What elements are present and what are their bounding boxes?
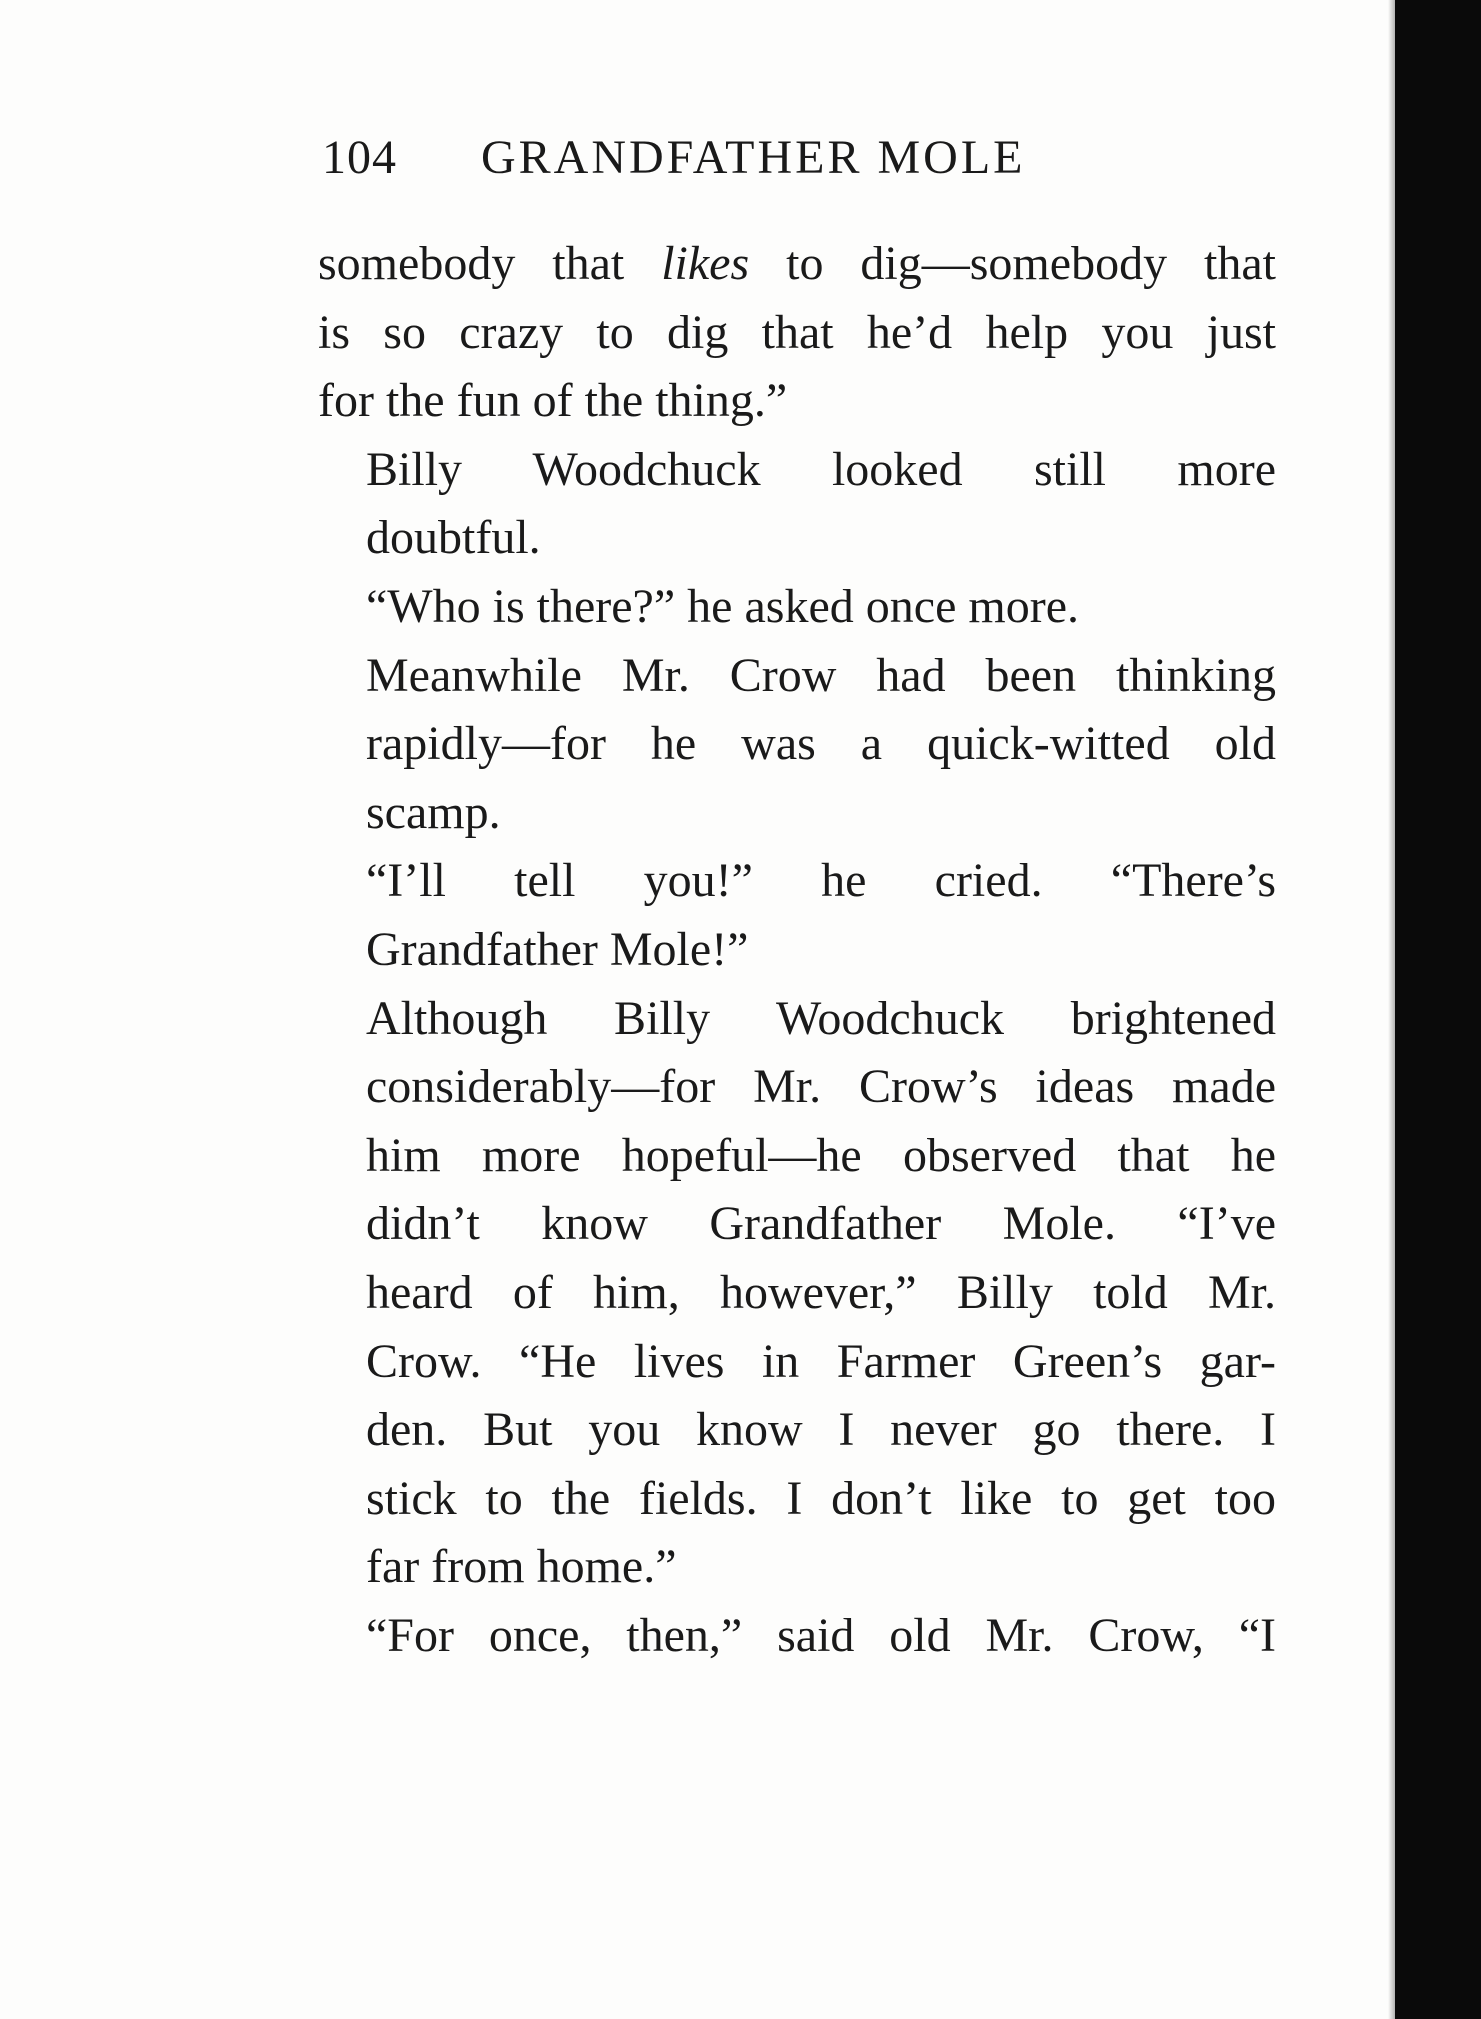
text-line: den. But you know I never go there. I <box>366 1403 1276 1457</box>
paragraph-5 <box>318 847 1276 984</box>
paragraph-4 <box>318 642 1276 848</box>
text-line: Meanwhile Mr. Crow had been thinking <box>366 648 1276 702</box>
text-line: is so crazy to dig that he’d help you just <box>318 305 1276 359</box>
text-line: far from home.” <box>366 1540 677 1594</box>
paragraph-6 <box>318 985 1276 1602</box>
paragraph-3 <box>318 573 1276 642</box>
text-line: Although Billy Woodchuck brightened <box>366 991 1276 1045</box>
paragraph-1 <box>318 230 1276 436</box>
paragraph-2 <box>318 436 1276 573</box>
running-head <box>322 130 1322 190</box>
paragraph-7 <box>318 1602 1276 1671</box>
text-line: him more hopeful—he observed that he <box>366 1128 1276 1182</box>
text-line: stick to the fields. I don’t like to get too <box>366 1471 1276 1525</box>
text-line: “Who is there?” he asked once more. <box>366 579 1079 633</box>
text-line: rapidly—for he was a quick-witted old <box>366 717 1276 771</box>
text-line: “I’ll tell you!” he cried. “There’s <box>366 854 1276 908</box>
text-line: for the fun of the thing.” <box>318 374 788 428</box>
binding-edge <box>1395 0 1481 2019</box>
text-line: didn’t know Grandfather Mole. “I’ve <box>366 1197 1276 1251</box>
text-line: Crow. “He lives in Farmer Green’s gar- <box>366 1334 1276 1388</box>
body-text <box>318 230 1276 1670</box>
text-line: doubtful. <box>366 511 541 565</box>
text-line: considerably—for Mr. Crow’s ideas made <box>366 1060 1276 1114</box>
running-title: GRANDFATHER MOLE <box>481 131 1026 184</box>
emphasis: likes <box>661 237 750 290</box>
text-line: scamp. <box>366 785 501 839</box>
text-line: somebody that likes to dig—somebody that <box>318 237 1276 290</box>
text-line: “For once, then,” said old Mr. Crow, “I <box>366 1608 1276 1662</box>
text-line: heard of him, however,” Billy told Mr. <box>366 1265 1276 1319</box>
text-line: Billy Woodchuck looked still more <box>366 442 1276 496</box>
text-line: Grandfather Mole!” <box>366 922 749 976</box>
page-number: 104 <box>322 131 397 184</box>
